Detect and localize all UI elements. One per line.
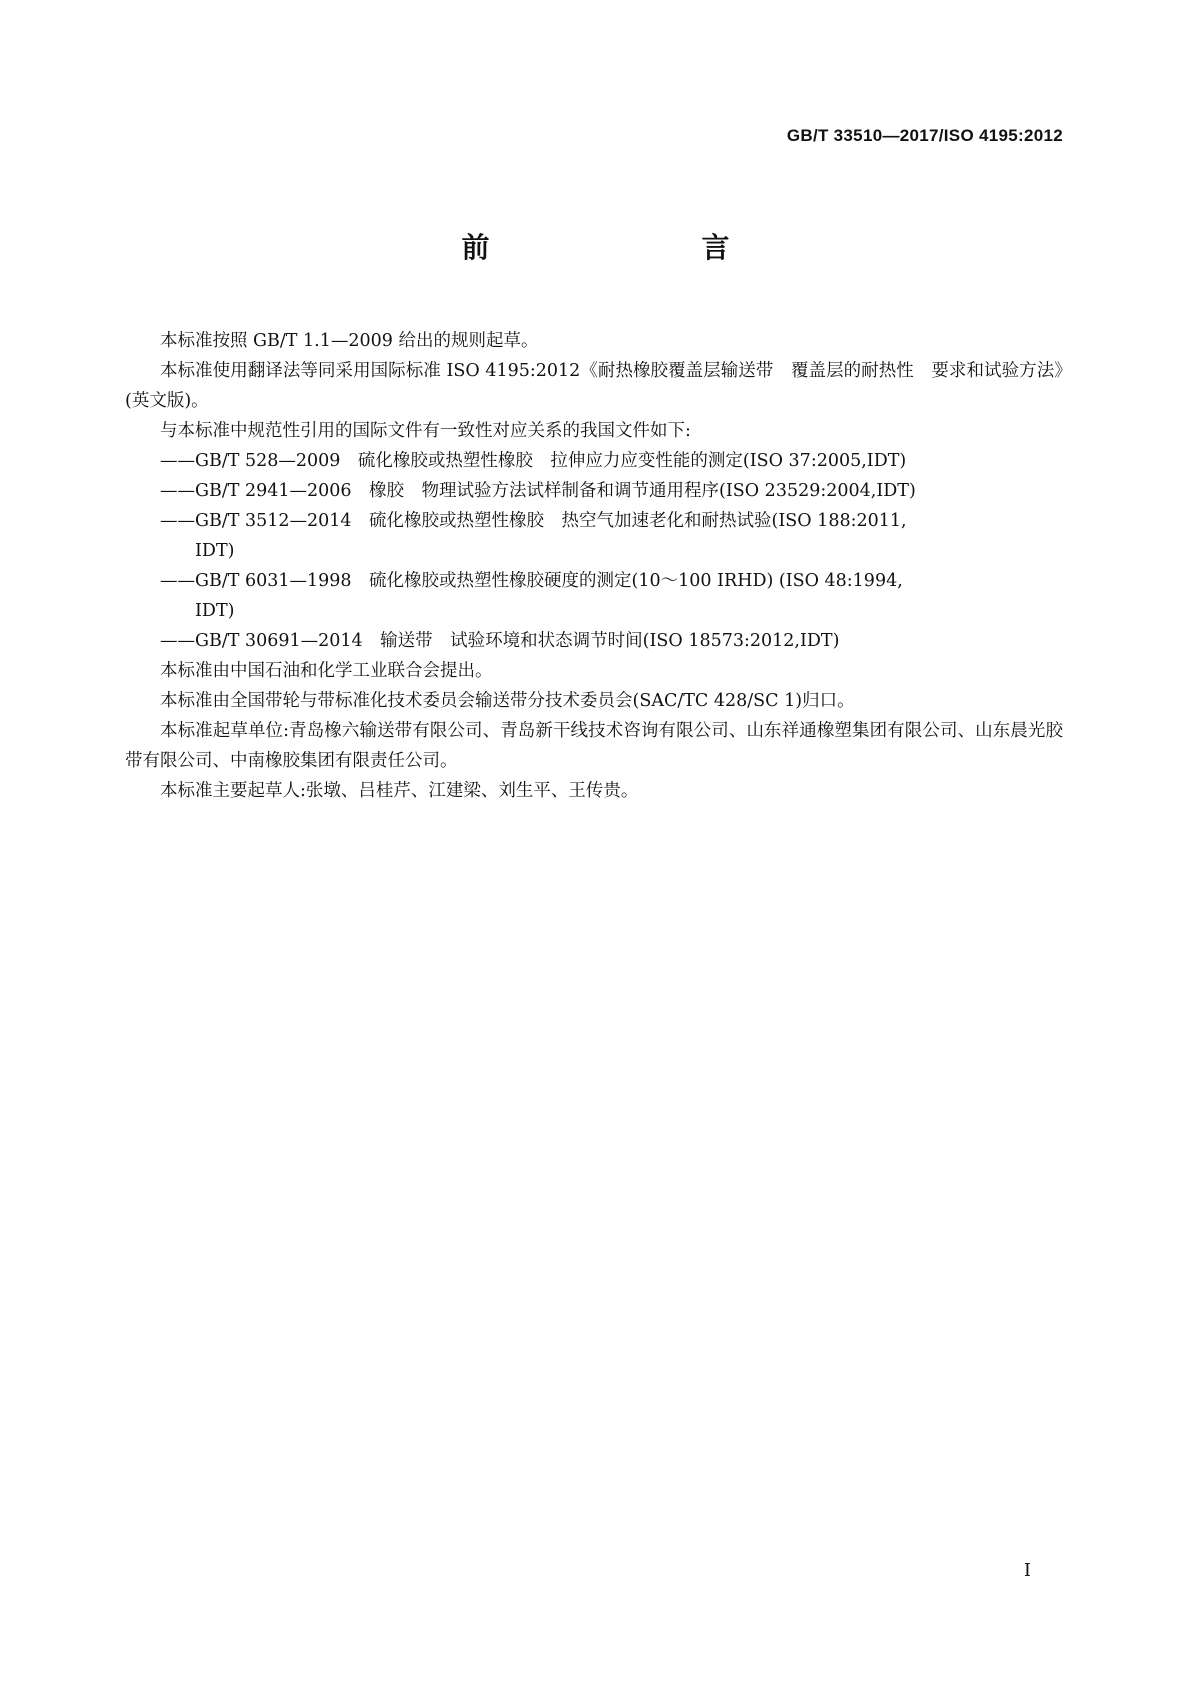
reference-text: GB/T 2941—2006 橡胶 物理试验方法试样制备和调节通用程序(ISO 23529:2004,IDT)	[195, 481, 916, 501]
reference-text-continued: IDT)	[195, 601, 235, 621]
list-dash: ——	[160, 631, 195, 651]
reference-item	[125, 506, 1063, 566]
paragraph-drafters: 本标准主要起草人:张墩、吕桂芹、江建梁、刘生平、王传贵。	[160, 781, 639, 801]
standard-code-header: GB/T 33510—2017/ISO 4195:2012	[786, 126, 1063, 145]
reference-text-continued: IDT)	[195, 541, 235, 561]
reference-item	[125, 476, 1063, 506]
paragraph-proposer: 本标准由中国石油和化学工业联合会提出。	[160, 661, 493, 681]
paragraph-committee: 本标准由全国带轮与带标准化技术委员会输送带分技术委员会(SAC/TC 428/SC 1)归口。	[160, 691, 855, 711]
paragraph-adoption: 本标准使用翻译法等同采用国际标准 ISO 4195:2012《耐热橡胶覆盖层输送带 覆盖层的耐热性 要求和试验方法》(英文版)。	[125, 361, 1063, 411]
reference-item	[125, 626, 1063, 656]
list-dash: ——	[160, 481, 195, 501]
reference-item	[125, 446, 1063, 476]
list-dash: ——	[160, 571, 195, 591]
page-number: I	[1023, 1560, 1031, 1581]
paragraph-drafting-rule: 本标准按照 GB/T 1.1—2009 给出的规则起草。	[160, 331, 539, 351]
page-title: 前 言	[461, 231, 782, 264]
reference-text: GB/T 528—2009 硫化橡胶或热塑性橡胶 拉伸应力应变性能的测定(ISO 37:2005,IDT)	[195, 451, 907, 471]
list-dash: ——	[160, 451, 195, 471]
list-dash: ——	[160, 511, 195, 531]
reference-text: GB/T 30691—2014 输送带 试验环境和状态调节时间(ISO 18573:2012,IDT)	[195, 631, 840, 651]
paragraph-references-intro: 与本标准中规范性引用的国际文件有一致性对应关系的我国文件如下:	[160, 421, 691, 441]
reference-text: GB/T 6031—1998 硫化橡胶或热塑性橡胶硬度的测定(10～100 IRHD) (ISO 48:1994,	[195, 571, 903, 591]
paragraph-drafting-units: 本标准起草单位:青岛橡六输送带有限公司、青岛新干线技术咨询有限公司、山东祥通橡塑集团有限公司、山东晨光胶带有限公司、中南橡胶集团有限责任公司。	[125, 721, 1063, 771]
reference-item	[125, 566, 1063, 626]
reference-text: GB/T 3512—2014 硫化橡胶或热塑性橡胶 热空气加速老化和耐热试验(ISO 188:2011,	[195, 511, 907, 531]
document-body	[125, 326, 1063, 806]
